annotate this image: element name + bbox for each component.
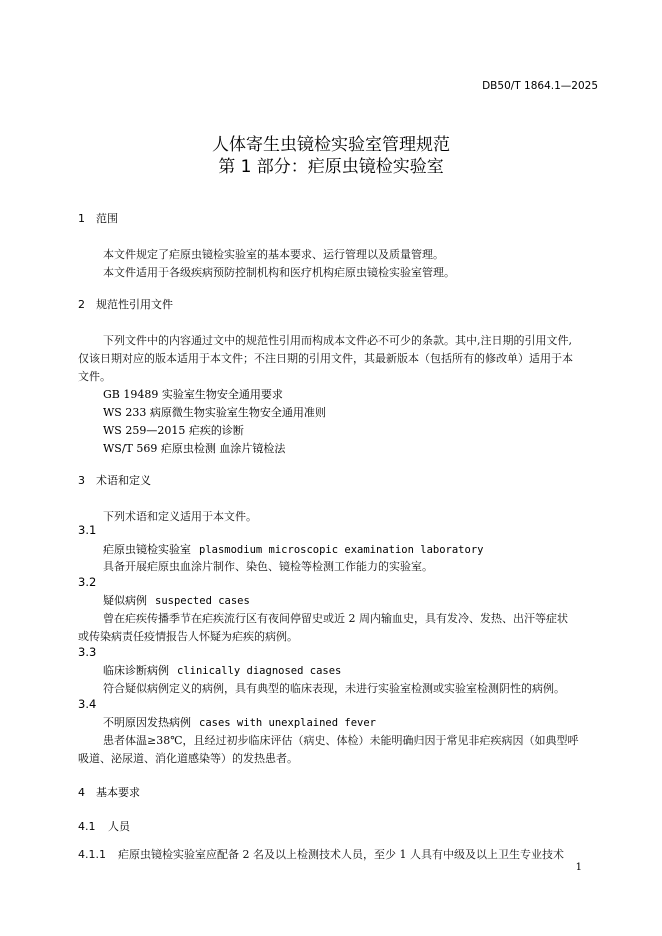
section-title: 基本要求	[96, 786, 140, 799]
section-title: 术语和定义	[96, 474, 151, 487]
clause	[78, 846, 564, 862]
section-number: 1	[78, 212, 85, 225]
section-number: 4	[78, 786, 85, 799]
term-number: 3.1	[78, 523, 97, 537]
section-title: 范围	[96, 212, 118, 225]
paragraph: 本文件规定了疟原虫镜检实验室的基本要求、运行管理以及质量管理。	[103, 248, 444, 261]
section-number: 3	[78, 474, 85, 487]
term-cn: 不明原因发热病例	[103, 716, 191, 729]
reference-item: WS/T 569 疟原虫检测 血涂片镜检法	[103, 442, 286, 455]
subsection-title: 人员	[108, 820, 130, 833]
term-definition: 曾在疟疾传播季节在疟疾流行区有夜间停留史或近 2 周内输血史，具有发冷、发热、出汗等症状	[103, 612, 568, 625]
paragraph: 下列术语和定义适用于本文件。	[103, 510, 257, 523]
reference-item: WS 233 病原微生物实验室生物安全通用准则	[103, 406, 326, 419]
term-definition: 患者体温≥38℃，且经过初步临床评估（病史、体检）未能明确归因于常见非疟疾病因（如典型呼	[103, 734, 579, 747]
term-number: 3.4	[78, 697, 97, 711]
section-3-heading	[78, 472, 151, 488]
reference-item: WS 259—2015 疟疾的诊断	[103, 424, 244, 437]
term-name	[103, 541, 483, 557]
section-2-heading	[78, 296, 173, 312]
term-name	[103, 662, 341, 678]
paragraph: 下列文件中的内容通过文中的规范性引用而构成本文件必不可少的条款。其中,注日期的引用文件,	[103, 334, 572, 347]
term-name	[103, 592, 250, 608]
term-cn: 临床诊断病例	[103, 664, 169, 677]
paragraph: 文件。	[78, 370, 111, 383]
term-definition: 或传染病责任疫情报告人怀疑为疟疾的病例。	[78, 630, 298, 643]
clause-text: 疟原虫镜检实验室应配备 2 名及以上检测技术人员，至少 1 人具有中级及以上卫生专业技术	[118, 848, 564, 861]
term-cn: 疟原虫镜检实验室	[103, 543, 191, 556]
term-number: 3.2	[78, 575, 97, 589]
section-4-heading	[78, 784, 140, 800]
section-title: 规范性引用文件	[96, 298, 173, 311]
term-cn: 疑似病例	[103, 594, 147, 607]
title-line-2: 第 1 部分：疟原虫镜检实验室	[218, 157, 444, 177]
term-definition: 具备开展疟原虫血涂片制作、染色、镜检等检测工作能力的实验室。	[103, 560, 433, 573]
page-number: 1	[575, 862, 582, 873]
term-definition: 吸道、泌尿道、消化道感染等）的发热患者。	[78, 752, 298, 765]
subsection-4-1-heading	[78, 818, 130, 834]
reference-item: GB 19489 实验室生物安全通用要求	[103, 388, 283, 401]
section-1-heading	[78, 210, 118, 226]
paragraph: 本文件适用于各级疾病预防控制机构和医疗机构疟原虫镜检实验室管理。	[103, 266, 455, 279]
paragraph: 仅该日期对应的版本适用于本文件；不注日期的引用文件，其最新版本（包括所有的修改单）适用于本	[78, 352, 573, 365]
term-number: 3.3	[78, 645, 97, 659]
term-en: cases with unexplained fever	[199, 717, 377, 729]
term-definition: 符合疑似病例定义的病例，具有典型的临床表现，未进行实验室检测或实验室检测阴性的病例。	[103, 682, 565, 695]
clause-number: 4.1.1	[78, 848, 106, 861]
title-line-1: 人体寄生虫镜检实验室管理规范	[212, 135, 450, 155]
term-en: clinically diagnosed cases	[177, 665, 342, 677]
subsection-number: 4.1	[78, 820, 96, 833]
term-en: plasmodium microscopic examination laboratory	[199, 544, 484, 556]
term-name	[103, 714, 376, 730]
section-number: 2	[78, 298, 85, 311]
document-number: DB50/T 1864.1—2025	[482, 80, 598, 92]
term-en: suspected cases	[155, 595, 250, 607]
